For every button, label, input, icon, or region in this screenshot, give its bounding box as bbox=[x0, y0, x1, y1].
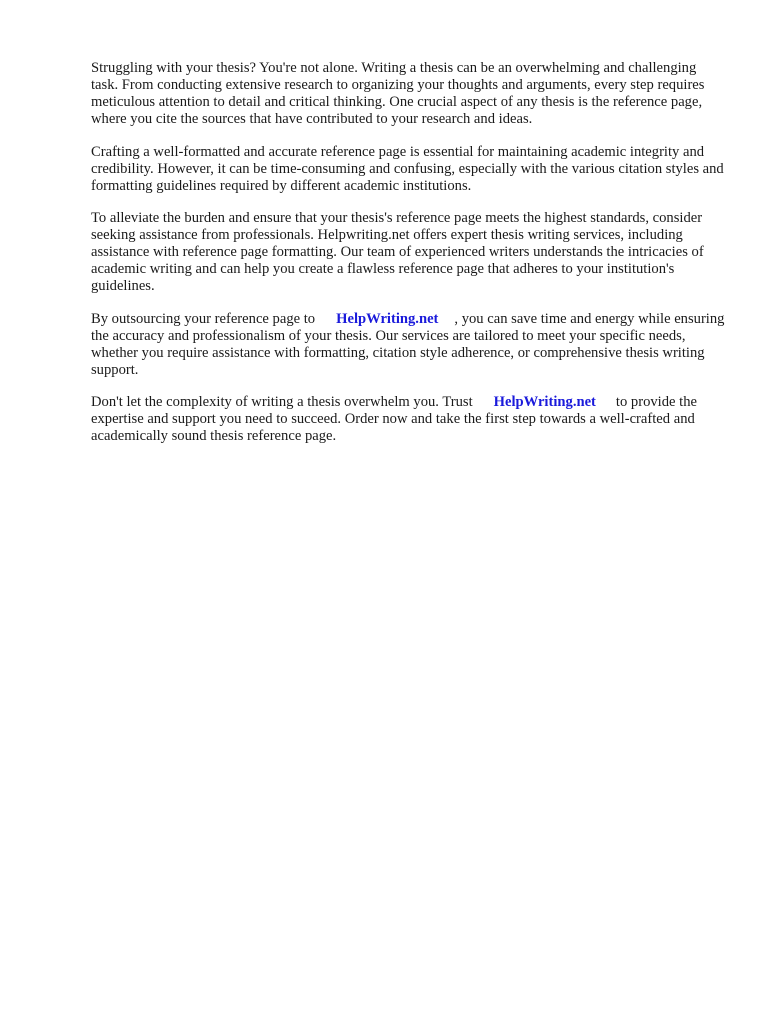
paragraph-cta-lead: Don't let the complexity of writing a thesis overwhelm you. Trust bbox=[91, 394, 473, 410]
paragraph-outsourcing-tail: , you can save time and energy while ensuring the accuracy and professionalism of your thesis. Our services are tailored to meet your specific needs, whether you require assistance with formatting, citation style adherence, or comprehensive thesis writing support. bbox=[91, 310, 725, 378]
paragraph-outsourcing bbox=[91, 311, 725, 379]
paragraph-outsourcing-lead: By outsourcing your reference page to bbox=[91, 310, 316, 327]
helpwriting-link[interactable]: HelpWriting.net bbox=[336, 310, 439, 327]
paragraph-call-to-action bbox=[91, 394, 725, 445]
document-page bbox=[91, 60, 725, 461]
paragraph-formatting: Crafting a well-formatted and accurate reference page is essential for maintaining academic integrity and credibility. However, it can be time-consuming and confusing, especially with the various citation styles and formatting guidelines required by different academic institutions. bbox=[91, 143, 724, 194]
paragraph-assistance: To alleviate the burden and ensure that your thesis's reference page meets the highest standards, consider seeking assistance from professionals. Helpwriting.net offers expert thesis writing services, including assistance with reference page formatting. Our team of experienced writers understands the intricacies of academic writing and can help you create a flawless reference page that adheres to your institution's guidelines. bbox=[91, 210, 704, 294]
paragraph-cta-tail: to provide the expertise and support you need to succeed. Order now and take the first step towards a well-crafted and academically sound thesis reference page. bbox=[91, 394, 697, 444]
helpwriting-link-cta[interactable]: HelpWriting.net bbox=[493, 394, 596, 410]
paragraph-intro: Struggling with your thesis? You're not alone. Writing a thesis can be an overwhelming and challenging task. From conducting extensive research to organizing your thoughts and arguments, every step requires meticulous attention to detail and critical thinking. One crucial aspect of any thesis is the reference page, where you cite the sources that have contributed to your research and ideas. bbox=[91, 60, 705, 127]
